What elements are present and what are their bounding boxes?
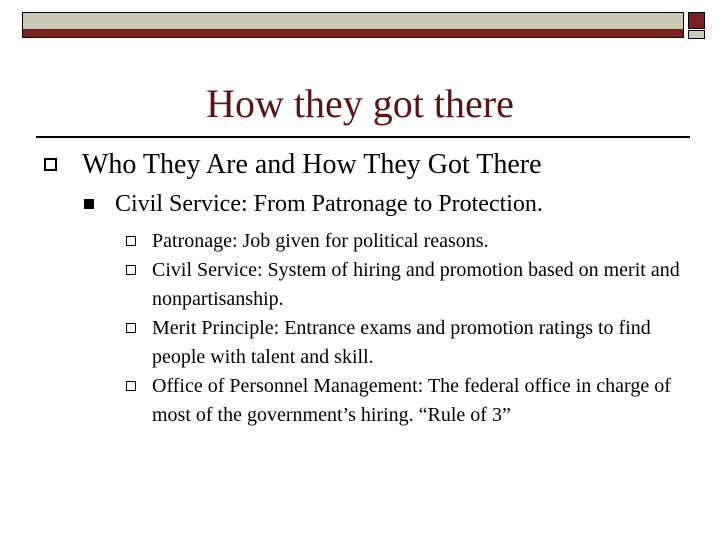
hollow-square-bullet-icon [126,381,136,391]
corner-red-square [688,12,705,29]
bullet-level2-text: Civil Service: From Patronage to Protection. [115,191,543,217]
list-item [124,314,686,372]
corner-grey-square [688,30,705,39]
header-red-band [23,29,683,37]
hollow-square-bullet-icon [126,323,136,333]
hollow-square-bullet-icon [44,158,57,171]
list-item-text: Civil Service: System of hiring and promotion based on merit and nonpartisanship. [152,259,680,310]
list-item-text: Merit Principle: Entrance exams and promotion ratings to find people with talent and skill. [152,317,651,368]
hollow-square-bullet-icon [126,265,136,275]
title-divider [36,136,690,138]
header-decoration-bar [22,12,684,38]
bullet-level3-list [124,227,694,430]
header-grey-band [23,13,683,30]
list-item [124,227,686,256]
list-item-text: Patronage: Job given for political reasons. [152,230,489,252]
list-item-text: Office of Personnel Management: The federal office in charge of most of the government’s hiring. “Rule of 3” [152,375,671,426]
hollow-square-bullet-icon [126,236,136,246]
bullet-level1-text: Who They Are and How They Got There [82,149,542,180]
slide-title: How they got there [206,81,514,126]
list-item [124,256,686,314]
filled-square-bullet-icon [84,199,94,209]
list-item [124,372,686,430]
